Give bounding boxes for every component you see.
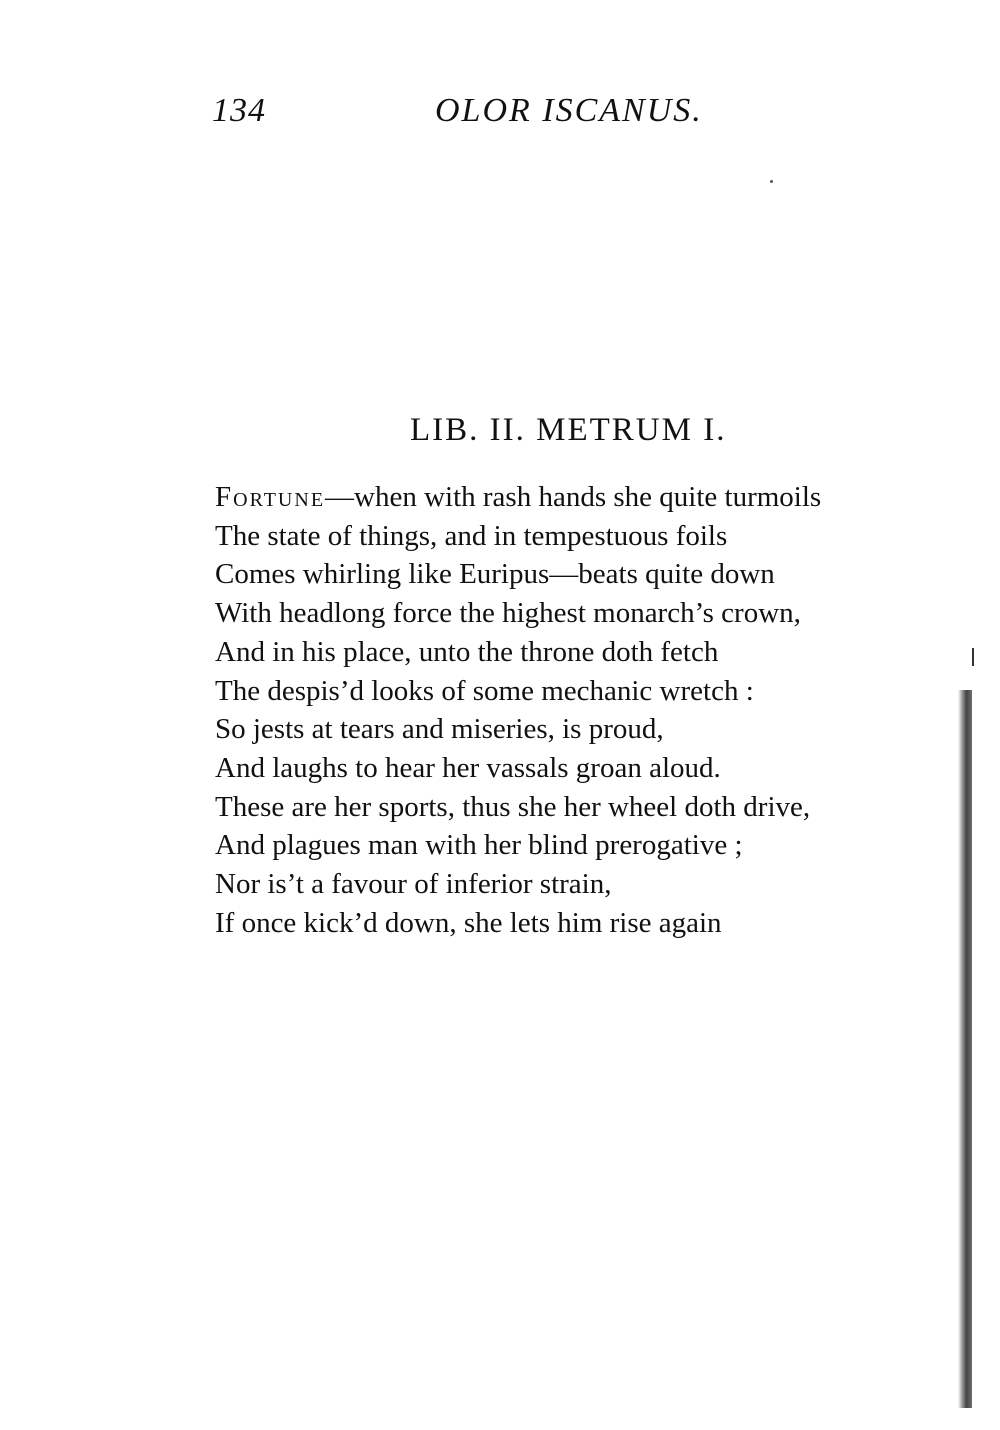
poem-line: With headlong force the highest monarch’s crown, bbox=[215, 597, 801, 630]
poem-line: The state of things, and in tempestuous foils bbox=[215, 519, 728, 552]
poem-line: If once kick’d down, she lets him rise again bbox=[215, 906, 722, 939]
poem-first-word: Fortune bbox=[215, 481, 326, 513]
poem-line: These are her sports, thus she her wheel doth drive, bbox=[215, 790, 811, 823]
poem-line: And in his place, unto the throne doth fetch bbox=[215, 635, 719, 668]
scan-edge-mark bbox=[972, 648, 974, 666]
poem-line bbox=[215, 478, 935, 517]
poem-line: And laughs to hear her vassals groan aloud. bbox=[215, 751, 721, 784]
poem-line: The despis’d looks of some mechanic wretch : bbox=[215, 674, 754, 707]
poem-line: So jests at tears and miseries, is proud, bbox=[215, 713, 664, 746]
poem-line: Nor is’t a favour of inferior strain, bbox=[215, 868, 612, 901]
poem-text bbox=[215, 478, 935, 942]
poem-line: Comes whirling like Euripus—beats quite down bbox=[215, 558, 775, 591]
print-speck bbox=[770, 180, 773, 183]
page-number: 134 bbox=[212, 92, 266, 129]
running-title: OLOR ISCANUS. bbox=[435, 92, 703, 129]
section-heading: LIB. II. METRUM I. bbox=[410, 412, 727, 448]
book-spine-edge bbox=[958, 690, 972, 1408]
poem-line: And plagues man with her blind prerogative ; bbox=[215, 829, 743, 862]
poem-line-text: —when with rash hands she quite turmoils bbox=[325, 481, 822, 513]
